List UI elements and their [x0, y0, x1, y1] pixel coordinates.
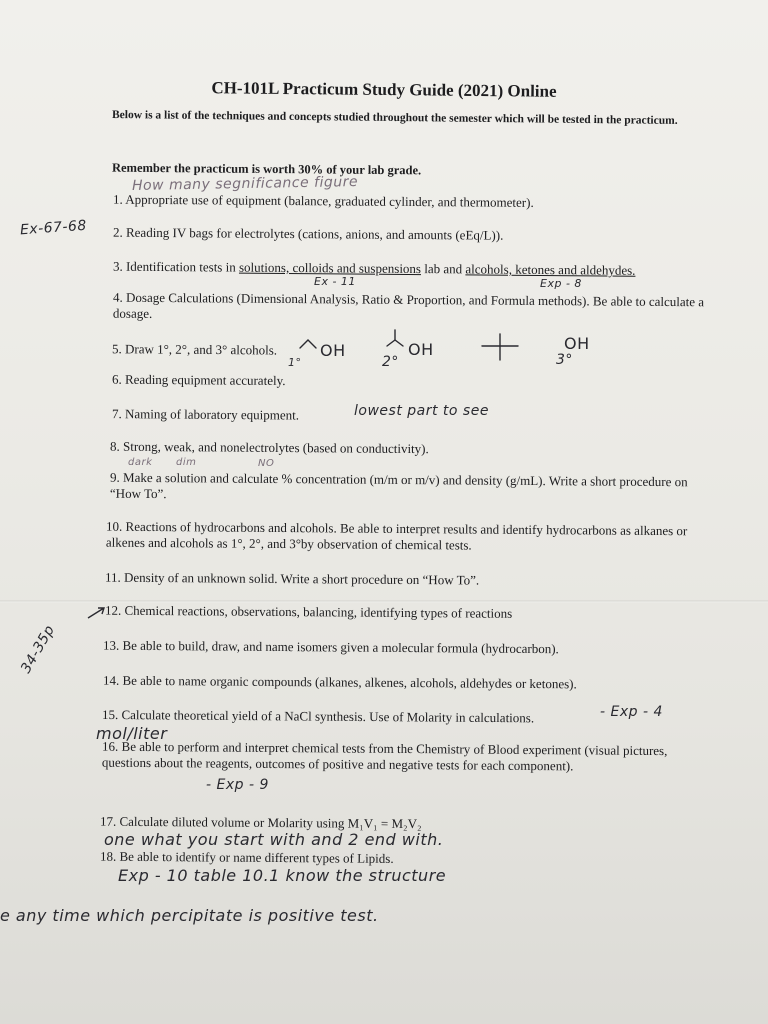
handwritten-no: NO — [258, 458, 275, 469]
item-text: lab and — [420, 261, 466, 277]
list-item — [113, 259, 713, 280]
item-text: Calculate theoretical yield of a NaCl synthesis. Use of Molarity in calculations. — [121, 707, 535, 726]
list-item — [113, 192, 713, 213]
item-number: 9. — [110, 469, 120, 485]
item-number: 18. — [99, 848, 117, 864]
handwritten-exp-9: - Exp - 9 — [206, 777, 269, 793]
list-item — [105, 603, 705, 624]
intro-text: Below is a list of the techniques and concepts studied throughout the semester which will be tested in the practicum. — [111, 109, 678, 127]
handwritten-oh-1: OH — [320, 341, 346, 360]
handwritten-exp-4: - Exp - 4 — [600, 704, 663, 720]
list-item — [112, 372, 712, 393]
item-number: 6. — [111, 371, 122, 387]
handwritten-ex-11: Ex - 11 — [314, 275, 356, 288]
item-number: 15. — [101, 706, 119, 723]
handwritten-deg-1: 1° — [288, 356, 302, 369]
item-text: Be able to identify or name different types of Lipids. — [119, 848, 394, 866]
item-text: Density of an unknown solid. Write a short procedure on “How To”. — [123, 569, 480, 588]
item-text: Dosage Calculations (Dimensional Analysis, Ratio & Proportion, and Formula methods). Be able to calculate a dosage. — [112, 289, 705, 321]
handwritten-oh-2: OH — [408, 340, 434, 359]
list-item — [103, 673, 703, 694]
list-item — [112, 406, 342, 424]
handwritten-lowest-part: lowest part to see — [354, 403, 489, 419]
item-number: 11. — [104, 569, 121, 585]
list-item — [105, 570, 705, 591]
item-text-underlined: solutions, colloids and suspensions — [238, 259, 422, 277]
item-number: 1. — [112, 191, 123, 207]
list-item — [112, 341, 312, 359]
item-number: 3. — [112, 258, 123, 274]
handwritten-deg-2: 2° — [382, 354, 399, 370]
item-number: 10. — [106, 518, 123, 534]
handwritten-mol-liter: mol/liter — [96, 724, 168, 743]
handwritten-sig-figs: How many segnificance figure — [131, 174, 359, 194]
item-text: Be able to perform and interpret chemical tests from the Chemistry of Blood experiment (visual pictures, questions about the reagents, outcomes of positive and negative tests for each component). — [101, 738, 668, 774]
handwritten-exp-8: Exp - 8 — [540, 277, 582, 290]
handwritten-oh-3: OH — [564, 334, 590, 353]
item-number: 7. — [111, 406, 122, 422]
item-number: 14. — [102, 672, 120, 688]
item-number: 8. — [109, 438, 120, 454]
list-item — [110, 439, 710, 460]
item-text: Make a solution and calculate % concentration (m/m or m/v) and density (g/mL). Write a short procedure on “How To”. — [109, 469, 688, 502]
item-number: 17. — [99, 813, 117, 829]
item-text: Appropriate use of equipment (balance, graduated cylinder, and thermometer). — [125, 191, 534, 210]
item-number: 13. — [102, 637, 120, 653]
item-text: Calculate diluted volume or Molarity using M₁V₁ = M₂V₂ — [119, 813, 422, 832]
item-text-underlined: alcohols, ketones and aldehydes. — [465, 261, 636, 278]
list-item — [113, 225, 713, 246]
handwritten-dark: dark — [128, 457, 153, 468]
item-text: Reactions of hydrocarbons and alcohols. Be able to interpret results and identify hydrocarbons as alkanes or alkenes and alcohols as 1°, 2°, and 3°by observation of chemical tests. — [105, 518, 688, 553]
item-text: Be able to name organic compounds (alkanes, alkenes, alcohols, aldehydes or ketones). — [122, 672, 577, 692]
list-item — [106, 519, 698, 556]
handwritten-ex-67-68: Ex-67-68 — [19, 217, 88, 239]
item-text: Identification tests in — [125, 258, 240, 275]
item-text: Chemical reactions, observations, balancing, identifying types of reactions — [124, 602, 513, 621]
handwritten-34-35p: 34-35p — [18, 622, 59, 676]
item-number: 12. — [104, 602, 122, 618]
list-item — [102, 707, 622, 727]
item-number: 2. — [112, 224, 123, 240]
list-item — [102, 739, 700, 776]
handwritten-deg-3: 3° — [556, 352, 573, 368]
item-text: Be able to build, draw, and name isomers given a molecular formula (hydrocarbon). — [122, 637, 559, 657]
handwritten-precipitate-note: e any time which percipitate is positive test. — [0, 906, 379, 925]
item-number: 5. — [111, 341, 122, 357]
handwritten-exp-10: Exp - 10 table 10.1 know the structure — [118, 866, 447, 885]
tertiary-alcohol-drawing — [478, 332, 538, 362]
item-text: Strong, weak, and nonelectrolytes (based on conductivity). — [122, 438, 429, 457]
page-title: CH-101L Practicum Study Guide (2021) Online — [211, 78, 557, 101]
handwritten-start-end: one what you start with and 2 end with. — [104, 830, 444, 849]
item-text: Reading equipment accurately. — [124, 371, 286, 389]
item-text: Draw 1°, 2°, and 3° alcohols. — [124, 341, 278, 358]
list-item — [113, 290, 713, 327]
item-number: 16. — [102, 738, 119, 754]
item-text: Naming of laboratory equipment. — [124, 406, 300, 423]
remember-note: Remember the practicum is worth 30% of your lab grade. — [111, 160, 422, 178]
item-number: 4. — [113, 289, 123, 305]
list-item — [110, 470, 695, 507]
handwritten-dim: dim — [176, 457, 197, 468]
list-item — [103, 638, 703, 659]
item-text: Reading IV bags for electrolytes (cations, anions, and amounts (eEq/L)). — [125, 224, 504, 243]
